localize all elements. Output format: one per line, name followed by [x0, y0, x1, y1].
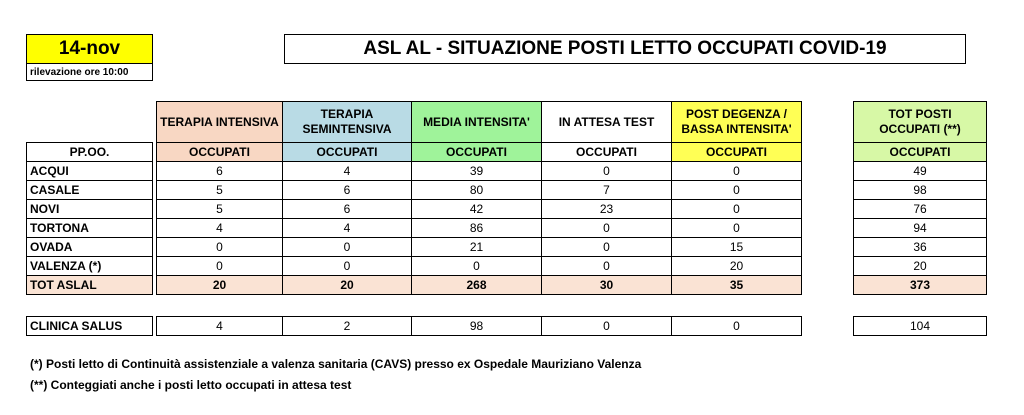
- cell-total: 373: [854, 276, 987, 295]
- header-post-degenza: POST DEGENZA / BASSA INTENSITA': [672, 102, 802, 143]
- footnote-2: (**) Conteggiati anche i posti letto occupati in attesa test: [30, 378, 352, 392]
- page-title: ASL AL - SITUAZIONE POSTI LETTO OCCUPATI COVID-19: [284, 34, 966, 64]
- header-in-attesa-test: IN ATTESA TEST: [542, 102, 672, 143]
- cell-value: 0: [672, 200, 802, 219]
- clinica-row: [27, 317, 987, 336]
- cell-total: 76: [854, 200, 987, 219]
- header-terapia-intensiva: TERAPIA INTENSIVA: [157, 102, 283, 143]
- cell-total: 94: [854, 219, 987, 238]
- row-label: ACQUI: [27, 162, 153, 181]
- cell-value: 42: [412, 200, 542, 219]
- row-label: CLINICA SALUS: [27, 317, 153, 336]
- row-label: CASALE: [27, 181, 153, 200]
- cell-total: 49: [854, 162, 987, 181]
- table-row: [27, 257, 987, 276]
- cell-value: 86: [412, 219, 542, 238]
- cell-value: 5: [157, 200, 283, 219]
- row-label: TOT ASLAL: [27, 276, 153, 295]
- table-row: [27, 200, 987, 219]
- row-label: TORTONA: [27, 219, 153, 238]
- cell-total: 104: [854, 317, 987, 336]
- cell-value: 39: [412, 162, 542, 181]
- cell-value: 0: [542, 162, 672, 181]
- header-tot-posti: TOT POSTI OCCUPATI (**): [854, 102, 987, 143]
- cell-total: 98: [854, 181, 987, 200]
- cell-value: 6: [157, 162, 283, 181]
- cell-value: 0: [672, 162, 802, 181]
- cell-value: 4: [283, 219, 412, 238]
- cell-value: 0: [157, 238, 283, 257]
- cell-value: 0: [542, 317, 672, 336]
- cell-total: 36: [854, 238, 987, 257]
- cell-value: 30: [542, 276, 672, 295]
- cell-value: 5: [157, 181, 283, 200]
- cell-value: 4: [157, 317, 283, 336]
- cell-value: 0: [542, 257, 672, 276]
- header-media-intensita: MEDIA INTENSITA': [412, 102, 542, 143]
- subheader-occupati: OCCUPATI: [283, 143, 412, 162]
- cell-value: 0: [412, 257, 542, 276]
- cell-value: 35: [672, 276, 802, 295]
- total-row: [27, 276, 987, 295]
- cell-value: 98: [412, 317, 542, 336]
- rilevazione-label: rilevazione ore 10:00: [26, 64, 153, 81]
- table-row: [27, 238, 987, 257]
- table-row: [27, 162, 987, 181]
- date-label: 14-nov: [26, 34, 153, 64]
- cell-value: 268: [412, 276, 542, 295]
- cell-value: 0: [542, 238, 672, 257]
- cell-value: 15: [672, 238, 802, 257]
- cell-value: 7: [542, 181, 672, 200]
- subheader-occupati: OCCUPATI: [672, 143, 802, 162]
- table-row: [27, 219, 987, 238]
- subheader-occupati: OCCUPATI: [157, 143, 283, 162]
- header-ppoo: PP.OO.: [27, 143, 153, 162]
- cell-value: 4: [283, 162, 412, 181]
- cell-value: 20: [672, 257, 802, 276]
- cell-value: 6: [283, 181, 412, 200]
- subheader-occupati: OCCUPATI: [412, 143, 542, 162]
- cell-value: 0: [672, 317, 802, 336]
- header-terapia-semintensiva: TERAPIA SEMINTENSIVA: [283, 102, 412, 143]
- cell-value: 0: [283, 238, 412, 257]
- clinica-table: [26, 316, 987, 336]
- cell-value: 0: [542, 219, 672, 238]
- subheader-occupati: OCCUPATI: [854, 143, 987, 162]
- footnote-1: (*) Posti letto di Continuità assistenziale a valenza sanitaria (CAVS) presso ex Ospedale Mauriziano Valenza: [30, 357, 642, 371]
- cell-value: 2: [283, 317, 412, 336]
- cell-value: 0: [283, 257, 412, 276]
- row-label: OVADA: [27, 238, 153, 257]
- cell-total: 20: [854, 257, 987, 276]
- cell-value: 0: [157, 257, 283, 276]
- cell-value: 4: [157, 219, 283, 238]
- cell-value: 0: [672, 219, 802, 238]
- row-label: VALENZA (*): [27, 257, 153, 276]
- cell-value: 0: [672, 181, 802, 200]
- cell-value: 23: [542, 200, 672, 219]
- cell-value: 6: [283, 200, 412, 219]
- cell-value: 20: [157, 276, 283, 295]
- cell-value: 21: [412, 238, 542, 257]
- cell-value: 20: [283, 276, 412, 295]
- row-label: NOVI: [27, 200, 153, 219]
- cell-value: 80: [412, 181, 542, 200]
- subheader-occupati: OCCUPATI: [542, 143, 672, 162]
- occupancy-table: [26, 101, 987, 295]
- table-row: [27, 181, 987, 200]
